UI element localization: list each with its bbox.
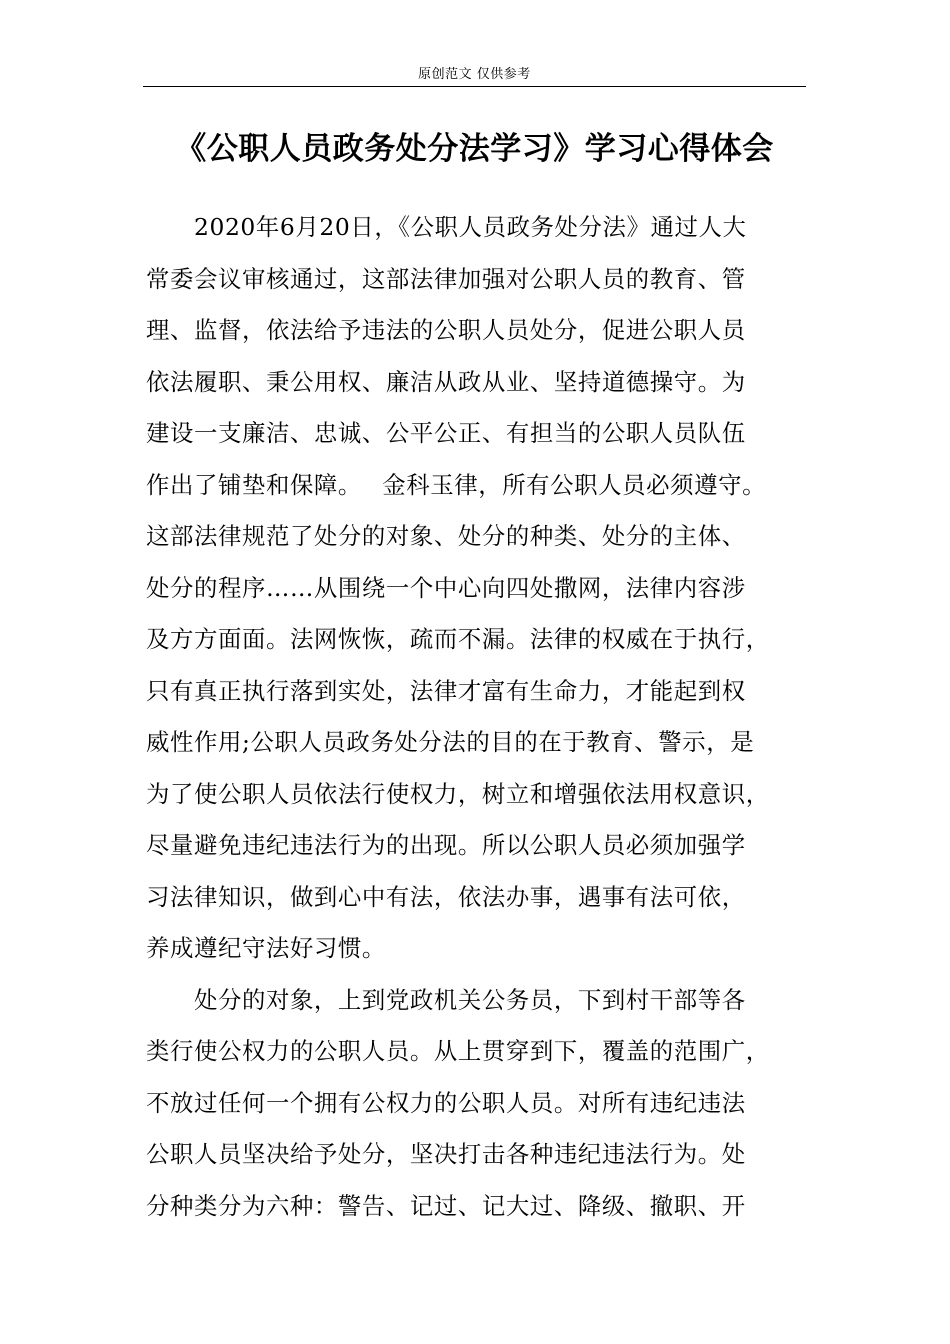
text-line: 建设一支廉洁、忠诚、公平公正、有担当的公职人员队伍 [146,419,746,447]
text-line: 尽量避免违纪违法行为的出现。所以公职人员必须加强学 [146,831,746,859]
text-line: 公职人员坚决给予处分，坚决打击各种违纪违法行为。处 [146,1140,746,1168]
header-divider [143,86,806,87]
text-line: 类行使公权力的公职人员。从上贯穿到下，覆盖的范围广， [146,1037,770,1065]
text-line: 只有真正执行落到实处，法律才富有生命力，才能起到权 [146,676,746,705]
text-line: 依法履职、秉公用权、廉洁从政从业、坚持道德操守。为 [146,367,746,396]
text-line: 分种类分为六种：警告、记过、记大过、降级、撤职、开 [146,1191,746,1220]
text-line: 处分的程序……从围绕一个中心向四处撒网，法律内容涉 [146,573,746,602]
text-line: 不放过任何一个拥有公权力的公职人员。对所有违纪违法 [146,1088,746,1117]
text-line: 养成遵纪守法好习惯。 [146,934,386,962]
text-line: 作出了铺垫和保障。 金科玉律，所有公职人员必须遵守。 [146,470,767,499]
text-line: 这部法律规范了处分的对象、处分的种类、处分的主体、 [146,522,746,550]
text-line: 习法律知识，做到心中有法，依法办事，遇事有法可依， [146,882,746,911]
text-line: 及方方面面。法网恢恢，疏而不漏。法律的权威在于执行， [146,625,770,653]
document-body [146,205,806,1235]
document-title: 《公职人员政务处分法学习》学习心得体会 [175,131,774,167]
text-line: 常委会议审核通过，这部法律加强对公职人员的教育、管 [146,264,746,293]
text-line: 理、监督，依法给予违法的公职人员处分，促进公职人员 [146,316,746,344]
page-header: 原创范文 仅供参考 [418,67,531,82]
text-line: 处分的对象，上到党政机关公务员，下到村干部等各 [146,985,746,1014]
paragraph-2 [146,978,806,1236]
text-line: 为了使公职人员依法行使权力，树立和增强依法用权意识， [146,779,770,808]
paragraph-1 [146,205,806,978]
text-line: 2020年6月20日，《公职人员政务处分法》通过人大 [146,213,747,241]
text-line: 威性作用;公职人员政务处分法的目的在于教育、警示，是 [146,728,755,756]
